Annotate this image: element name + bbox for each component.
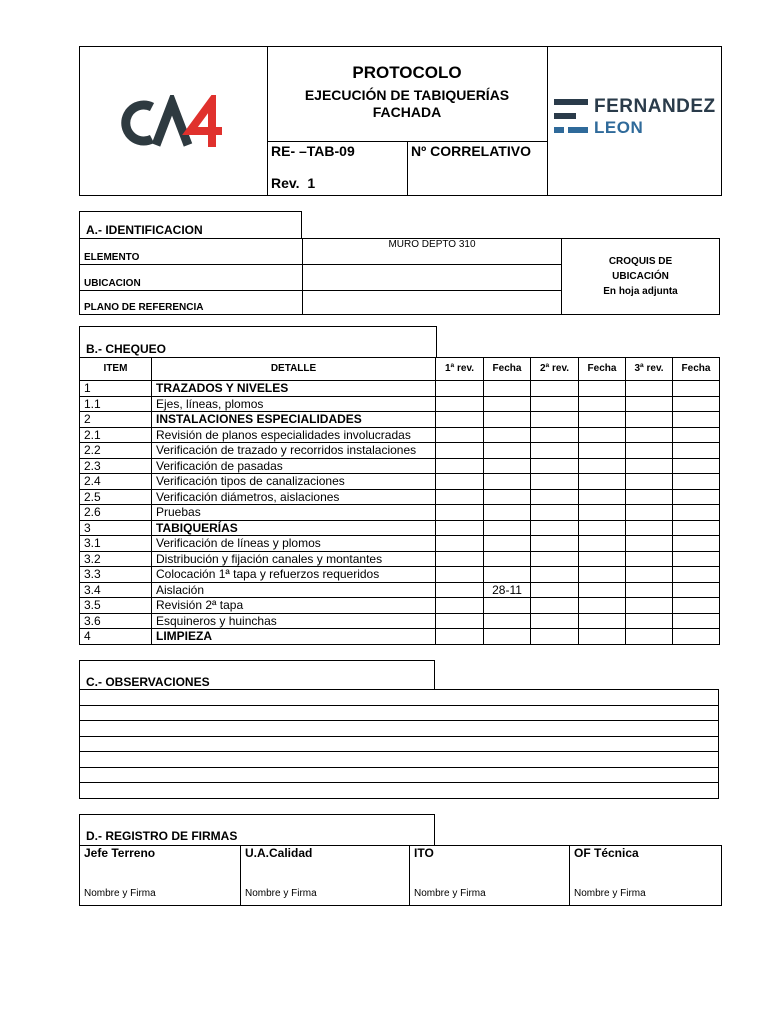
fecha-2-cell[interactable] xyxy=(579,629,626,645)
table-row xyxy=(80,412,720,428)
firma-sign-label: Nombre y Firma xyxy=(414,888,486,899)
rev-2-cell[interactable] xyxy=(531,520,579,536)
firma-ito[interactable] xyxy=(410,846,570,906)
observacion-line[interactable] xyxy=(80,690,719,706)
header-fecha-2: Fecha xyxy=(579,358,626,381)
code-cell xyxy=(267,141,408,195)
firma-of-tecnica[interactable] xyxy=(570,846,722,906)
rev-2-cell[interactable] xyxy=(531,443,579,459)
header-rev-3: 3ª rev. xyxy=(626,358,673,381)
fecha-2-cell[interactable] xyxy=(579,598,626,614)
fecha-1-cell[interactable] xyxy=(484,458,531,474)
document-code: RE- –TAB-09 xyxy=(271,143,355,159)
fecha-2-cell[interactable] xyxy=(579,536,626,552)
item-cell: 2.6 xyxy=(80,505,152,521)
item-cell: 2.3 xyxy=(80,458,152,474)
chequeo-header-row xyxy=(80,358,720,381)
firma-role: U.A.Calidad xyxy=(245,846,313,860)
rev-3-cell[interactable] xyxy=(626,520,673,536)
observacion-line[interactable] xyxy=(80,721,719,737)
firma-role: OF Técnica xyxy=(574,846,639,860)
firmas-table xyxy=(79,845,722,906)
item-cell: 3.2 xyxy=(80,551,152,567)
correlativo-cell xyxy=(407,141,548,195)
table-row xyxy=(80,239,720,265)
fecha-1-cell[interactable] xyxy=(484,443,531,459)
fecha-1-cell[interactable] xyxy=(484,505,531,521)
table-row xyxy=(80,505,720,521)
detalle-cell: Verificación tipos de canalizaciones xyxy=(152,474,436,490)
fecha-3-cell[interactable] xyxy=(673,474,720,490)
rev-1-cell[interactable] xyxy=(436,551,484,567)
fecha-2-cell[interactable] xyxy=(579,381,626,397)
table-row xyxy=(80,598,720,614)
detalle-cell: Verificación de líneas y plomos xyxy=(152,536,436,552)
header-item: ITEM xyxy=(80,358,152,381)
title-cell xyxy=(267,47,548,142)
detalle-cell: TABIQUERÍAS xyxy=(152,520,436,536)
firma-jefe-terreno[interactable] xyxy=(80,846,241,906)
rev-3-cell[interactable] xyxy=(626,567,673,583)
chequeo-section-title: B.- CHEQUEO xyxy=(79,326,437,358)
detalle-cell: Aislación xyxy=(152,582,436,598)
item-cell: 4 xyxy=(80,629,152,645)
rev-3-cell[interactable] xyxy=(626,629,673,645)
item-cell: 3.1 xyxy=(80,536,152,552)
ubicacion-label: UBICACION xyxy=(80,265,303,291)
fecha-1-cell[interactable] xyxy=(484,598,531,614)
croquis-cell xyxy=(562,239,720,315)
header-fecha-3: Fecha xyxy=(673,358,720,381)
table-row xyxy=(80,474,720,490)
fecha-2-cell[interactable] xyxy=(579,613,626,629)
fecha-1-cell[interactable] xyxy=(484,567,531,583)
plano-referencia-label: PLANO DE REFERENCIA xyxy=(80,291,303,315)
rev-2-cell[interactable] xyxy=(531,536,579,552)
rev-3-cell[interactable] xyxy=(626,443,673,459)
firma-role: ITO xyxy=(414,846,434,860)
observaciones-table xyxy=(79,689,719,799)
croquis-line-1: CROQUIS DE xyxy=(608,256,673,267)
rev-3-cell[interactable] xyxy=(626,551,673,567)
rev-2-cell[interactable] xyxy=(531,427,579,443)
item-cell: 3.6 xyxy=(80,613,152,629)
rev-3-cell[interactable] xyxy=(626,474,673,490)
ca4-logo xyxy=(116,95,228,151)
document-subtitle-2: FACHADA xyxy=(372,104,442,120)
rev-1-cell[interactable] xyxy=(436,536,484,552)
table-row xyxy=(80,458,720,474)
fecha-3-cell[interactable] xyxy=(673,551,720,567)
fernandez-leon-mark-icon xyxy=(554,97,590,137)
fecha-2-cell[interactable] xyxy=(579,443,626,459)
rev-2-cell[interactable] xyxy=(531,567,579,583)
firmas-section-title: D.- REGISTRO DE FIRMAS xyxy=(79,814,435,845)
table-row xyxy=(80,396,720,412)
fecha-3-cell[interactable] xyxy=(673,458,720,474)
rev-2-cell[interactable] xyxy=(531,458,579,474)
table-row xyxy=(80,489,720,505)
fecha-1-cell[interactable] xyxy=(484,427,531,443)
table-row xyxy=(80,427,720,443)
rev-2-cell[interactable] xyxy=(531,613,579,629)
fecha-3-cell[interactable] xyxy=(673,582,720,598)
rev-1-cell[interactable] xyxy=(436,396,484,412)
fernandez-leon-logo-cell xyxy=(548,47,722,195)
document-subtitle-1: EJECUCIÓN DE TABIQUERÍAS xyxy=(304,87,510,103)
rev-1-cell[interactable] xyxy=(436,520,484,536)
observaciones-section-title: C.- OBSERVACIONES xyxy=(79,660,435,690)
rev-2-cell[interactable] xyxy=(531,582,579,598)
rev-3-cell[interactable] xyxy=(626,396,673,412)
rev-1-cell[interactable] xyxy=(436,458,484,474)
document-header xyxy=(79,46,722,196)
item-cell: 2.4 xyxy=(80,474,152,490)
fecha-2-cell[interactable] xyxy=(579,412,626,428)
rev-3-cell[interactable] xyxy=(626,412,673,428)
fecha-2-cell[interactable] xyxy=(579,489,626,505)
fecha-3-cell[interactable] xyxy=(673,505,720,521)
fecha-2-cell[interactable] xyxy=(579,551,626,567)
item-cell: 2.5 xyxy=(80,489,152,505)
rev-1-cell[interactable] xyxy=(436,381,484,397)
table-row xyxy=(80,613,720,629)
fecha-1-cell[interactable] xyxy=(484,551,531,567)
fecha-1-cell[interactable] xyxy=(484,412,531,428)
fecha-2-cell[interactable] xyxy=(579,474,626,490)
firma-sign-label: Nombre y Firma xyxy=(245,888,317,899)
detalle-cell: Revisión de planos especialidades involucradas xyxy=(152,427,436,443)
identificacion-section-title: A.- IDENTIFICACION xyxy=(79,211,302,239)
fecha-1-cell[interactable] xyxy=(484,520,531,536)
rev-1-cell[interactable] xyxy=(436,489,484,505)
rev-2-cell[interactable] xyxy=(531,629,579,645)
rev-1-cell[interactable] xyxy=(436,505,484,521)
detalle-cell: INSTALACIONES ESPECIALIDADES xyxy=(152,412,436,428)
item-cell: 3 xyxy=(80,520,152,536)
header-detalle: DETALLE xyxy=(152,358,436,381)
table-row xyxy=(80,381,720,397)
firmas-row xyxy=(80,846,722,906)
detalle-cell: Distribución y fijación canales y montantes xyxy=(152,551,436,567)
fecha-3-cell[interactable] xyxy=(673,613,720,629)
leon-logo-text: LEON xyxy=(594,118,644,137)
header-fecha-1: Fecha xyxy=(484,358,531,381)
rev-1-cell[interactable] xyxy=(436,443,484,459)
rev-3-cell[interactable] xyxy=(626,458,673,474)
table-row xyxy=(80,551,720,567)
rev-1-cell[interactable] xyxy=(436,567,484,583)
fecha-1-cell[interactable] xyxy=(484,613,531,629)
observacion-line[interactable] xyxy=(80,767,719,783)
elemento-value[interactable]: MURO DEPTO 310 xyxy=(303,239,562,265)
item-cell: 2.2 xyxy=(80,443,152,459)
table-row xyxy=(80,629,720,645)
fecha-3-cell[interactable] xyxy=(673,489,720,505)
observacion-line[interactable] xyxy=(80,783,719,799)
fecha-3-cell[interactable] xyxy=(673,536,720,552)
header-rev-1: 1ª rev. xyxy=(436,358,484,381)
table-row xyxy=(80,536,720,552)
detalle-cell: Revisión 2ª tapa xyxy=(152,598,436,614)
rev-2-cell[interactable] xyxy=(531,412,579,428)
document-title: PROTOCOLO xyxy=(352,63,462,82)
fecha-1-cell[interactable] xyxy=(484,396,531,412)
observacion-line[interactable] xyxy=(80,705,719,721)
detalle-cell: Colocación 1ª tapa y refuerzos requeridos xyxy=(152,567,436,583)
table-row xyxy=(80,567,720,583)
firma-sign-label: Nombre y Firma xyxy=(84,888,156,899)
detalle-cell: Pruebas xyxy=(152,505,436,521)
rev-3-cell[interactable] xyxy=(626,505,673,521)
item-cell: 3.3 xyxy=(80,567,152,583)
item-cell: 3.5 xyxy=(80,598,152,614)
fecha-3-cell[interactable] xyxy=(673,396,720,412)
table-row xyxy=(80,520,720,536)
rev-3-cell[interactable] xyxy=(626,582,673,598)
rev-3-cell[interactable] xyxy=(626,381,673,397)
item-cell: 1.1 xyxy=(80,396,152,412)
observacion-line[interactable] xyxy=(80,752,719,768)
chequeo-body xyxy=(80,381,720,645)
rev-3-cell[interactable] xyxy=(626,489,673,505)
rev-2-cell[interactable] xyxy=(531,551,579,567)
rev-3-cell[interactable] xyxy=(626,427,673,443)
detalle-cell: Esquineros y huinchas xyxy=(152,613,436,629)
header-rev-2: 2ª rev. xyxy=(531,358,579,381)
rev-2-cell[interactable] xyxy=(531,598,579,614)
fecha-3-cell[interactable] xyxy=(673,381,720,397)
fecha-3-cell[interactable] xyxy=(673,567,720,583)
rev-1-cell[interactable] xyxy=(436,412,484,428)
detalle-cell: Verificación diámetros, aislaciones xyxy=(152,489,436,505)
fecha-1-cell[interactable] xyxy=(484,536,531,552)
plano-referencia-value[interactable] xyxy=(303,291,562,315)
observacion-line[interactable] xyxy=(80,736,719,752)
table-row xyxy=(80,443,720,459)
detalle-cell: LIMPIEZA xyxy=(152,629,436,645)
fecha-3-cell[interactable] xyxy=(673,629,720,645)
rev-2-cell[interactable] xyxy=(531,505,579,521)
ca4-logo-cell xyxy=(80,47,268,195)
rev-1-cell[interactable] xyxy=(436,582,484,598)
identificacion-table xyxy=(79,238,720,315)
firma-role: Jefe Terreno xyxy=(84,846,156,860)
rev-3-cell[interactable] xyxy=(626,613,673,629)
firma-ua-calidad[interactable] xyxy=(241,846,410,906)
rev-2-cell[interactable] xyxy=(531,381,579,397)
fecha-3-cell[interactable] xyxy=(673,412,720,428)
fecha-2-cell[interactable] xyxy=(579,396,626,412)
elemento-label: ELEMENTO xyxy=(80,239,303,265)
fecha-3-cell[interactable] xyxy=(673,427,720,443)
document-rev: Rev. 1 xyxy=(271,175,316,191)
detalle-cell: Verificación de pasadas xyxy=(152,458,436,474)
fecha-2-cell[interactable] xyxy=(579,505,626,521)
fecha-2-cell[interactable] xyxy=(579,427,626,443)
fecha-3-cell[interactable] xyxy=(673,598,720,614)
fecha-1-cell[interactable] xyxy=(484,629,531,645)
rev-2-cell[interactable] xyxy=(531,474,579,490)
rev-3-cell[interactable] xyxy=(626,598,673,614)
fecha-2-cell[interactable] xyxy=(579,520,626,536)
fecha-2-cell[interactable] xyxy=(579,458,626,474)
rev-2-cell[interactable] xyxy=(531,489,579,505)
firma-sign-label: Nombre y Firma xyxy=(574,888,646,899)
rev-3-cell[interactable] xyxy=(626,536,673,552)
croquis-line-3: En hoja adjunta xyxy=(603,286,678,297)
item-cell: 3.4 xyxy=(80,582,152,598)
fecha-1-cell[interactable]: 28-11 xyxy=(484,582,531,598)
chequeo-table xyxy=(79,357,720,645)
detalle-cell: Verificación de trazado y recorridos instalaciones xyxy=(152,443,436,459)
fecha-1-cell[interactable] xyxy=(484,489,531,505)
detalle-cell: TRAZADOS Y NIVELES xyxy=(152,381,436,397)
rev-1-cell[interactable] xyxy=(436,474,484,490)
fernandez-logo-text: FERNANDEZ xyxy=(594,96,716,117)
item-cell: 2 xyxy=(80,412,152,428)
table-row xyxy=(80,582,720,598)
fecha-1-cell[interactable] xyxy=(484,474,531,490)
detalle-cell: Ejes, líneas, plomos xyxy=(152,396,436,412)
fecha-2-cell[interactable] xyxy=(579,582,626,598)
correlativo-label: Nº CORRELATIVO xyxy=(411,143,531,159)
fecha-2-cell[interactable] xyxy=(579,567,626,583)
rev-2-cell[interactable] xyxy=(531,396,579,412)
fecha-3-cell[interactable] xyxy=(673,520,720,536)
rev-1-cell[interactable] xyxy=(436,427,484,443)
item-cell: 1 xyxy=(80,381,152,397)
rev-1-cell[interactable] xyxy=(436,629,484,645)
fecha-3-cell[interactable] xyxy=(673,443,720,459)
rev-1-cell[interactable] xyxy=(436,613,484,629)
croquis-line-2: UBICACIÓN xyxy=(612,271,669,282)
fecha-1-cell[interactable] xyxy=(484,381,531,397)
item-cell: 2.1 xyxy=(80,427,152,443)
rev-1-cell[interactable] xyxy=(436,598,484,614)
ubicacion-value[interactable] xyxy=(303,265,562,291)
